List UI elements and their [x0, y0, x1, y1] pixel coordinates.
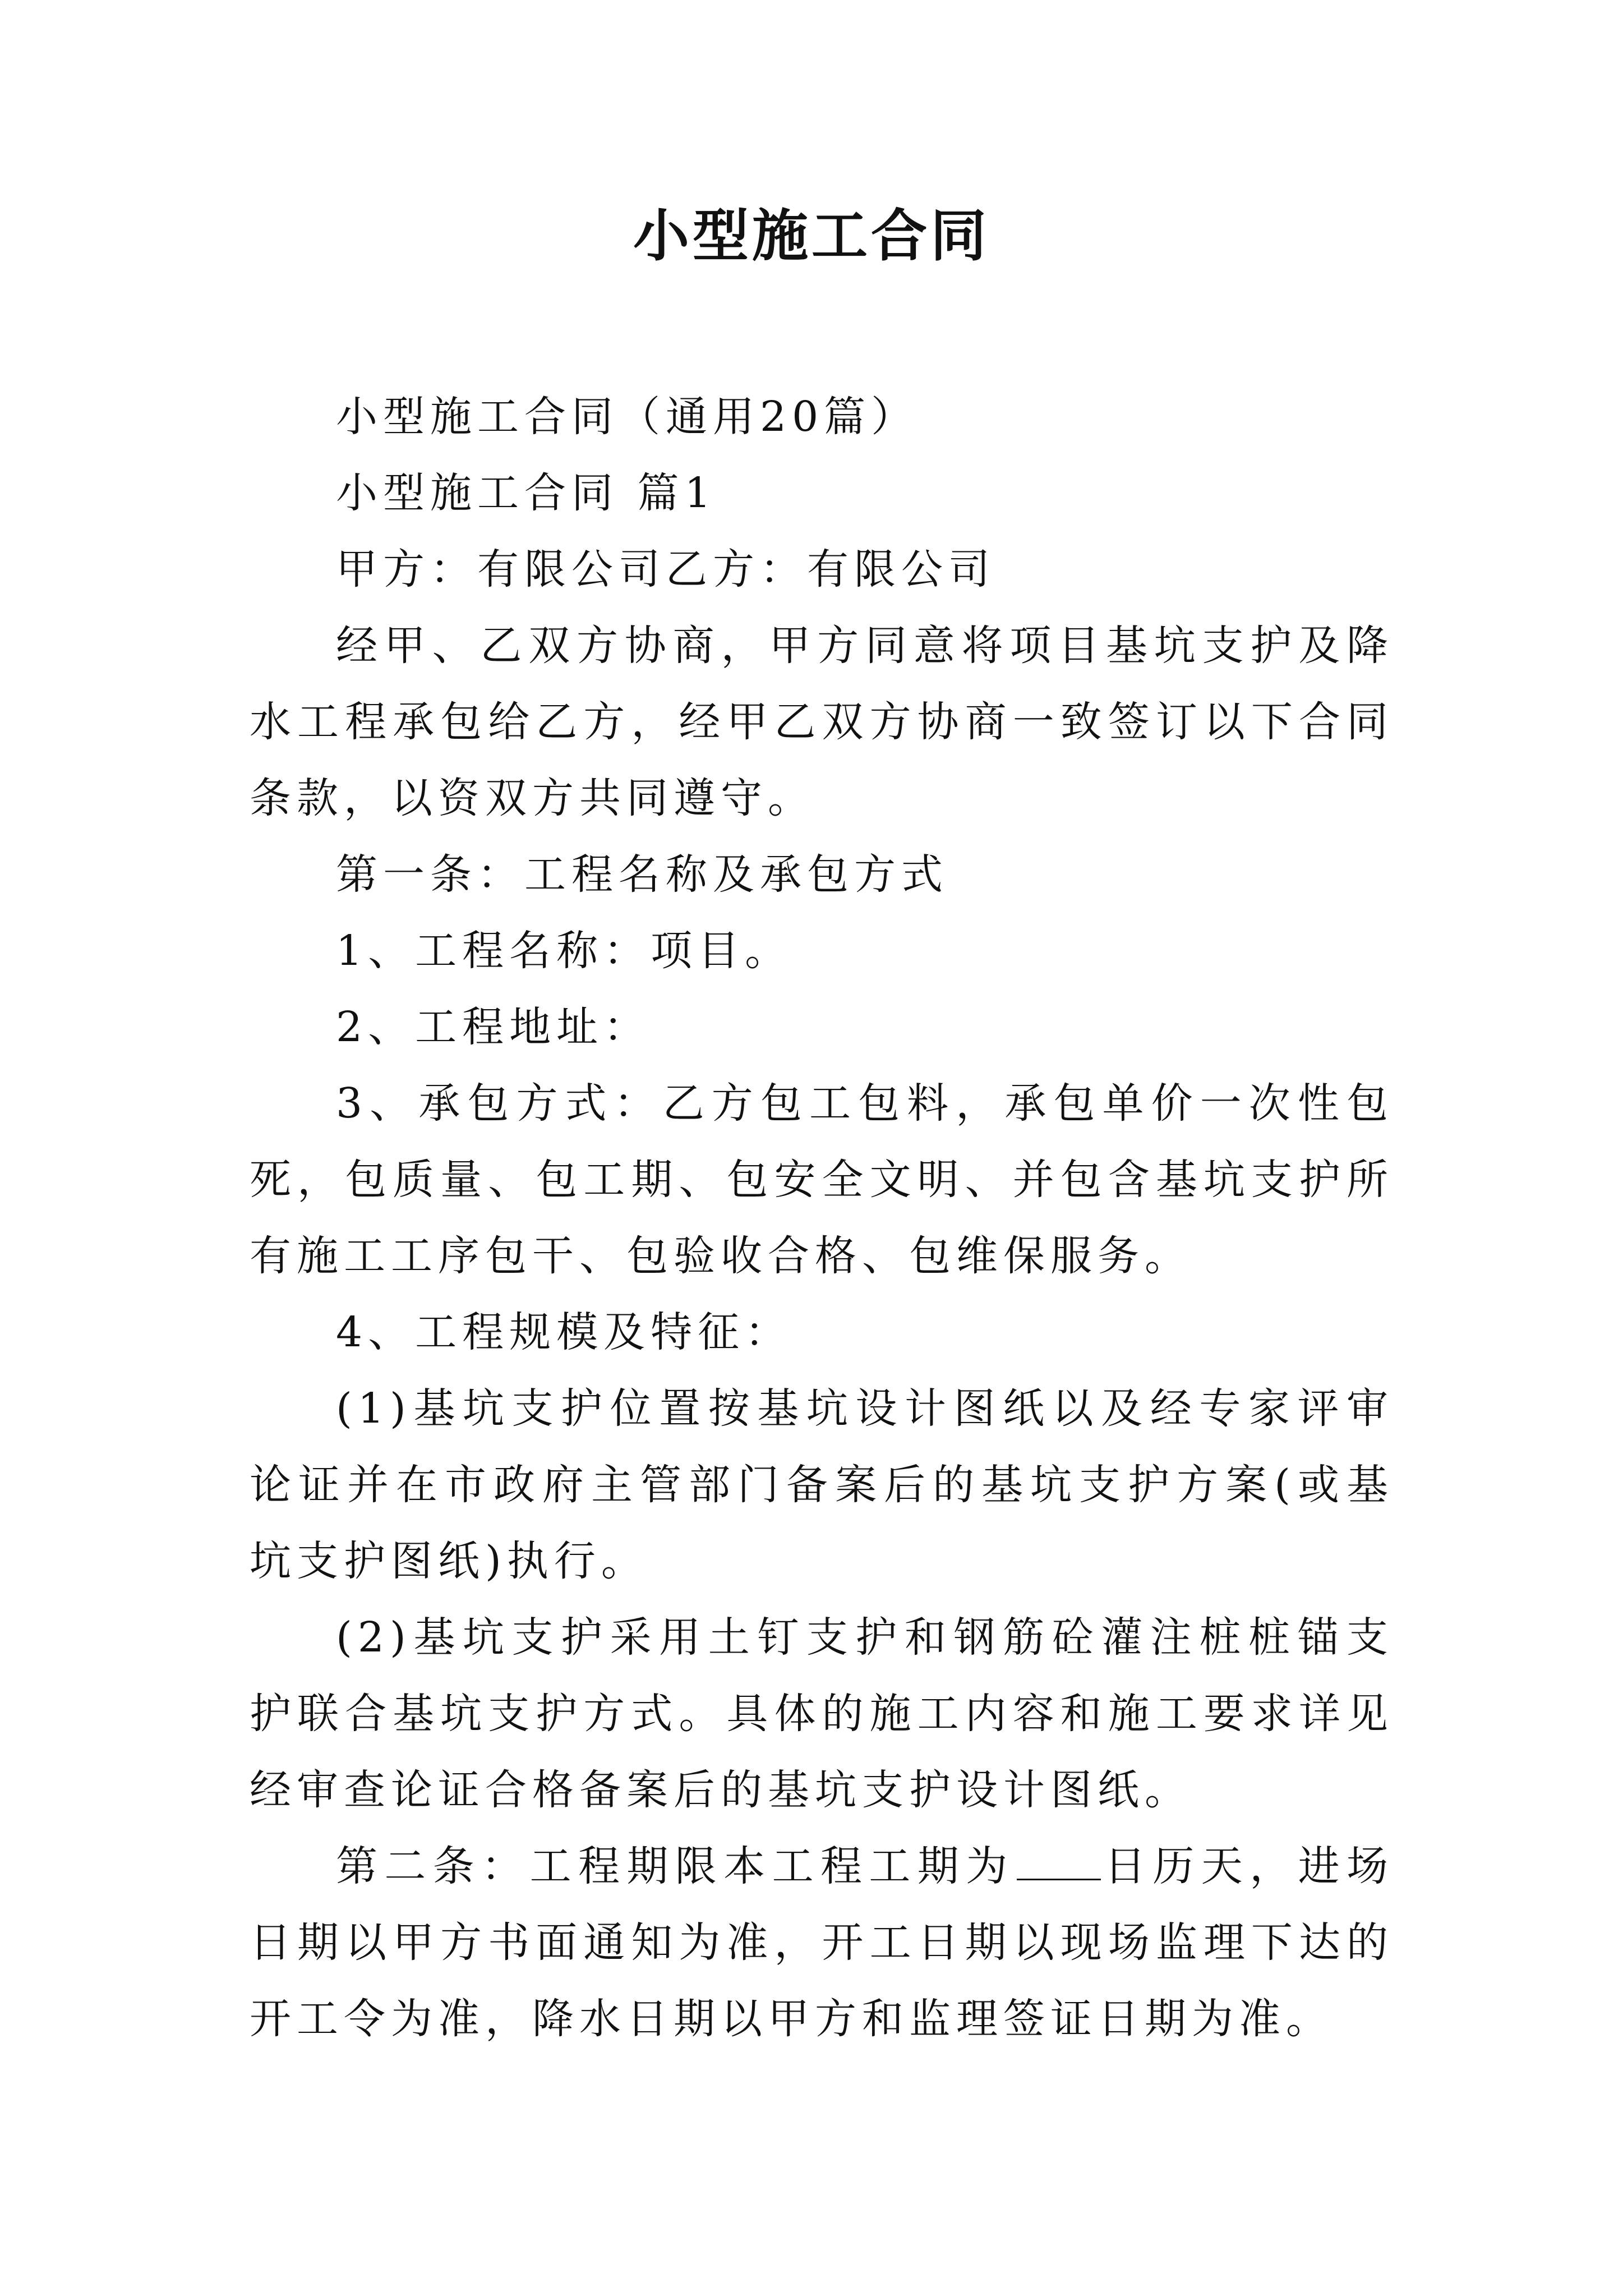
blank-underline: [1017, 1844, 1101, 1880]
paragraph-subtitle: 小型施工合同（通用20篇）: [336, 393, 919, 441]
paragraph-project-address: 2、工程地址：: [336, 1003, 651, 1051]
paragraph-section-heading: 小型施工合同 篇1: [336, 469, 717, 517]
paragraph-parties: 甲方：有限公司乙方：有限公司: [336, 545, 995, 593]
document-body: [250, 379, 1394, 2057]
paragraph-scale-heading: 4、工程规模及特征：: [336, 1308, 792, 1356]
paragraph-contract-method: 3、承包方式：乙方包工包料，承包单价一次性包死，包质量、包工期、包安全文明、并包含基坑支护所有施工工序包干、包验收合格、包维保服务。: [250, 1079, 1394, 1280]
document-title: 小型施工合同: [633, 203, 990, 269]
paragraph-scale-item-1: (1)基坑支护位置按基坑设计图纸以及经专家评审论证并在市政府主管部门备案后的基坑支护方案(或基坑支护图纸)执行。: [250, 1384, 1394, 1585]
paragraph-scale-item-2: (2)基坑支护采用土钉支护和钢筋砼灌注桩桩锚支护联合基坑支护方式。具体的施工内容和施工要求详见经审查论证合格备案后的基坑支护设计图纸。: [250, 1613, 1394, 1814]
paragraph-article-2: [250, 1828, 1394, 2057]
article-2-text-after-blank: 日历天，进场日期以甲方书面通知为准，开工日期以现场监理下达的开工令为准，降水日期以甲方和监理签证日期为准。: [250, 1842, 1394, 2043]
paragraph-intro: 经甲、乙双方协商，甲方同意将项目基坑支护及降水工程承包给乙方，经甲乙双方协商一致签订以下合同条款，以资双方共同遵守。: [250, 622, 1394, 822]
article-2-text-before-blank: 第二条：工程期限本工程工期为: [336, 1842, 1015, 1890]
paragraph-project-name: 1、工程名称：项目。: [336, 927, 792, 975]
paragraph-article-1-heading: 第一条：工程名称及承包方式: [336, 850, 948, 899]
